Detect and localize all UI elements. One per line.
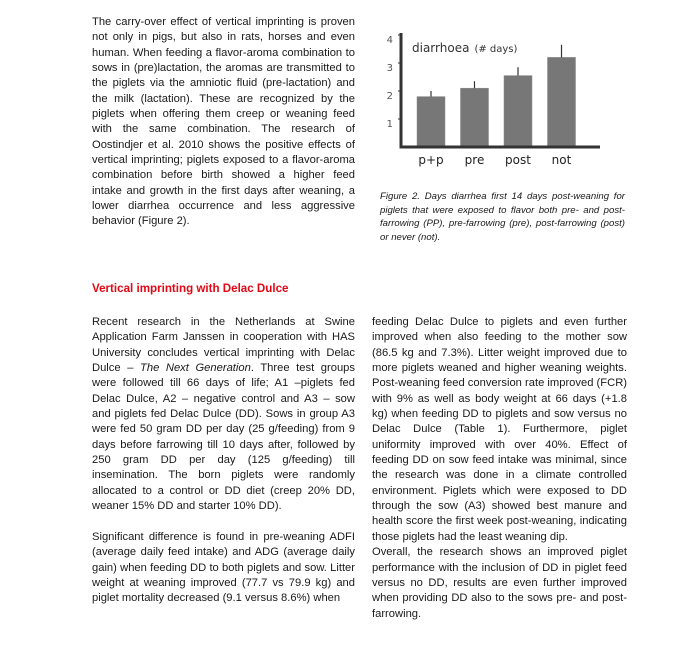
- y-tick-label: 3: [386, 63, 393, 74]
- diarrhoea-bar-chart: [370, 25, 600, 175]
- y-tick-label: 1: [386, 119, 393, 130]
- x-axis-labels: [418, 153, 571, 167]
- paragraph-conclusion: Overall, the research shows an improved piglet performance with the inclusion of DD in piglet feed versus no DD, results are even further improved when providing DD also to the sows pre- and post-farrowing.: [372, 546, 627, 620]
- paragraph-research: [92, 315, 355, 514]
- y-axis-ticks: [387, 35, 401, 130]
- chart-svg: [370, 25, 600, 175]
- x-label-p+p: p+p: [418, 153, 444, 167]
- chart-title: [412, 41, 518, 55]
- product-tagline: The Next Generation: [140, 362, 251, 375]
- chart-bars: [417, 57, 576, 147]
- x-label-post: post: [505, 153, 531, 167]
- section-heading: Vertical imprinting with Delac Dulce: [92, 282, 289, 295]
- chart-title-text: diarrhoea: [412, 41, 470, 55]
- bar-p+p: [417, 97, 445, 147]
- paragraph-results: Significant difference is found in pre-weaning ADFI (average daily feed intake) and ADG (average daily gain) when feeding DD to both piglets and sow. Litter weight at weaning improved (77.7 vs 79.9 kg) and piglet mortality decreased (9.1 versus 8.6%) when: [92, 530, 355, 605]
- right-column: [372, 315, 627, 622]
- paragraph-results-continued: feeding Delac Dulce to piglets and even further improved when also feeding to the mother sow (86.5 kg and 7.3%). Litter weight improved due to more piglets weaned and higher weaning weights. Post-weaning feed conversion rate improved (FCR) with 9% as well as body weight at 66 days (+1.8 kg) when feeding DD to piglets and sow versus no Delac Dulce (Table 1). Furthermore, piglet uniformity improved with over 40%. Effect of feeding DD on sow feed intake was minimal, since the research was done in a climate controlled environment. Piglets which were exposed to DD through the sow (A3) showed best manure and health score the first week post-weaning, indicating those piglets had the least weaning dip.: [372, 316, 627, 543]
- left-column: [92, 315, 355, 607]
- intro-paragraph: [92, 15, 355, 230]
- paragraph-gap: [92, 514, 355, 529]
- figure-caption: Figure 2. Days diarrhea first 14 days post-weaning for piglets that were exposed to flavor both pre- and post-farrowing (PP), pre-farrowing (pre), post-farrowing (post) or never (not).: [380, 191, 625, 243]
- bar-not: [548, 57, 576, 147]
- paragraph-research-text-b: . Three test groups were followed till 66 days of life; A1 –piglets fed Delac Dulce, A2 – negative control and A3 – sow and piglets fed Delac Dulce (DD). Sows in group A3 were fed 50 gram DD per day (25 g/feeding) from 9 days before farrowing till 10 days after, followed by 250 gram DD per day (125 g/feeding) till insemination. The born piglets were randomly allocated to a control or DD diet (creep 20% DD, weaner 15% DD and starter 10% DD).: [92, 362, 355, 513]
- x-label-pre: pre: [464, 153, 485, 167]
- y-tick-label: 4: [386, 35, 393, 46]
- x-label-not: not: [551, 153, 572, 167]
- intro-text: The carry-over effect of vertical imprinting is proven not only in pigs, but also in rats, horses and even human. When feeding a flavor-aroma combination to sows in (pre)lactation, the aromas are transmitted to the piglets via the amniotic fluid (pre-lactation) and the milk (lactation). These are recognized by the piglets when offering them creep or weaning feed with the same combination. The research of Oostindjer et al. 2010 shows the positive effects of vertical imprinting; piglets exposed to a flavor-aroma combination before birth showed a higher feed intake and growth in the first days after weaning, a lower diarrhea occurrence and less aggressive behavior (Figure 2).: [92, 16, 355, 228]
- y-tick-label: 2: [386, 91, 393, 102]
- chart-title-unit: (# days): [474, 44, 518, 55]
- bar-pre: [461, 88, 489, 147]
- paragraph-research-text-a: Recent research in the Netherlands at Swine Application Farm Janssen in cooperation with HAS University concludes vertical imprinting with Delac Dulce –: [92, 316, 355, 375]
- bar-post: [504, 76, 532, 147]
